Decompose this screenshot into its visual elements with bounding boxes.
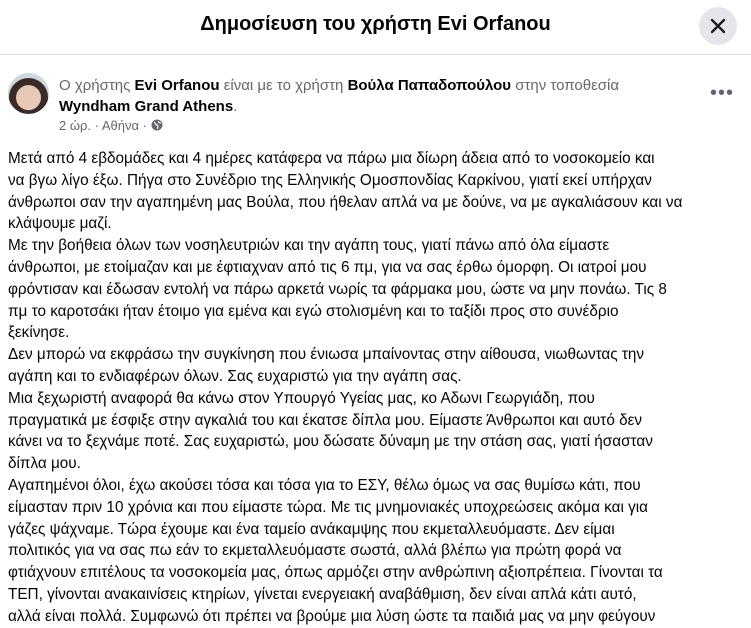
post-text-line: πολιτικός για να σας πω εάν το εκμεταλλευόμαστε σωστά, αλλά βλέπω για πρώτη φορά να: [8, 542, 622, 560]
post-text-line: κάνει να το ξεχνάμε ποτέ. Σας ευχαριστώ, μου δώσατε δύναμη με την στάση σας, γιατί ήσασταν: [8, 433, 653, 451]
meta-text: στην τοποθεσία: [511, 77, 620, 94]
close-icon: [710, 18, 726, 34]
post-text-line: πμ το καροτσάκι ήταν έτοιμο για εμένα και εγώ στολισμένη και το ταξίδι προς στο συνέδριο: [8, 302, 619, 320]
post-text-line: Δεν μπορώ να εκφράσω την συγκίνηση που ένιωσα μπαίνοντας στην αίθουσα, νιωθωντας την: [8, 346, 645, 364]
post-text-line: Αγαπημένοι όλοι, έχω ακούσει τόσα και τόσα για το ΕΣΥ, θέλω όμως να σας θυμίσω κάτι, που: [8, 476, 641, 494]
post-text-line: αλλά είναι πολλά. Συμφωνώ ότι πρέπει να βρούμε μια λύση ώστε τα παιδιά μας να μην φεύγουν: [8, 607, 656, 625]
dialog-title: Δημοσίευση του χρήστη Evi Orfanou: [200, 13, 551, 35]
author-avatar[interactable]: [8, 73, 49, 114]
meta-text: είναι με το χρήστη: [219, 77, 348, 94]
post-text-line: αγάπη και το ενδιαφέρων όλων. Σας ευχαριστώ για την αγάπη σας.: [8, 367, 462, 385]
meta-text: Ο χρήστης: [59, 77, 135, 94]
post-text-line: Μια ξεχωριστή αναφορά θα κάνω στον Υπουργό Υγείας μας, κο Αδωνι Γεωργιάδη, που: [8, 389, 595, 407]
separator: ·: [94, 118, 99, 133]
post-time[interactable]: 2 ώρ.: [59, 118, 91, 133]
post-text-line: δίπλα μου.: [8, 455, 81, 473]
post-subtitle: [59, 118, 163, 133]
post-text-line: είμασταν πριν 10 χρόνια και που είμαστε τώρα. Με τις μνημονιακές υποχρεώσεις ακόμα και για: [8, 498, 649, 516]
post-text-line: ξεκίνησε.: [8, 324, 70, 342]
tagged-user-link[interactable]: Βούλα Παπαδοπούλου: [347, 77, 512, 94]
meta-text: .: [233, 98, 238, 115]
post-body: [8, 148, 682, 628]
post-text-line: Με την βοήθεια όλων των νοσηλευτριών και την αγάπη τους, γιατί πάνω από όλα είμαστε: [8, 237, 610, 255]
post-text-line: άνθρωποι σαν την αγαπημένη μας Βούλα, που ήθελαν απλά να με δούνε, να με αγκαλιάσουν και να: [8, 193, 683, 211]
location-link[interactable]: Wyndham Grand Athens: [59, 98, 234, 115]
post-meta: [59, 75, 699, 117]
post-place[interactable]: Αθήνα: [101, 118, 140, 133]
post-text-line: φρόντισαν και έδωσαν εντολή να πάρω αρκετά νωρίς τα φάρμακα μου, ώστε να μην πονάω. Τις 8: [8, 280, 667, 298]
close-button[interactable]: [699, 7, 737, 45]
dialog-header: [0, 0, 751, 55]
post-text-line: πραγματικά με έσφιξε στην αγκαλιά του και έκατσε δίπλα μου. Είμαστε Άνθρωποι και αυτό δεν: [8, 411, 643, 429]
post-text-line: φτιάχνουν επιτέλους τα νοσοκομεία μας, όπως αρμόζει στην ανθρώπινη αξιοπρέπεια. Γίνονται τα: [8, 564, 663, 582]
post-text-line: κλάψουμε μαζί.: [8, 215, 112, 233]
author-link[interactable]: Evi Orfanou: [134, 77, 220, 94]
post-text-line: ΤΕΠ, γίνονται ανακαινίσεις κτηρίων, γίνεται ενεργειακή αναβάθμιση, δεν είναι απλά κάτι αυτό,: [8, 585, 637, 603]
post-text-line: γάζες ψάχναμε. Τώρα έχουμε και ένα ταμείο ανάκαμψης που εκμεταλλευόμαστε. Δεν είμαι: [8, 520, 615, 538]
post-text-line: Μετά από 4 εβδομάδες και 4 ημέρες κατάφερα να πάρω μια δίωρη άδεια από το νοσοκομείο και: [8, 150, 655, 167]
more-options-button[interactable]: •••: [710, 82, 735, 104]
separator: ·: [142, 118, 147, 133]
post-text-line: άνθρωποι, με ετοίμαζαν και με έφτιαχναν από τις 6 πμ, για να σας έρθω όμορφη. Οι ιατροί μου: [8, 258, 647, 276]
post-text-line: να βγω λίγο έξω. Πήγα στο Συνέδριο της Ελληνικής Ομοσπονδίας Καρκίνου, γιατί εκεί υπήρχαν: [8, 171, 652, 189]
globe-icon: [151, 119, 163, 131]
